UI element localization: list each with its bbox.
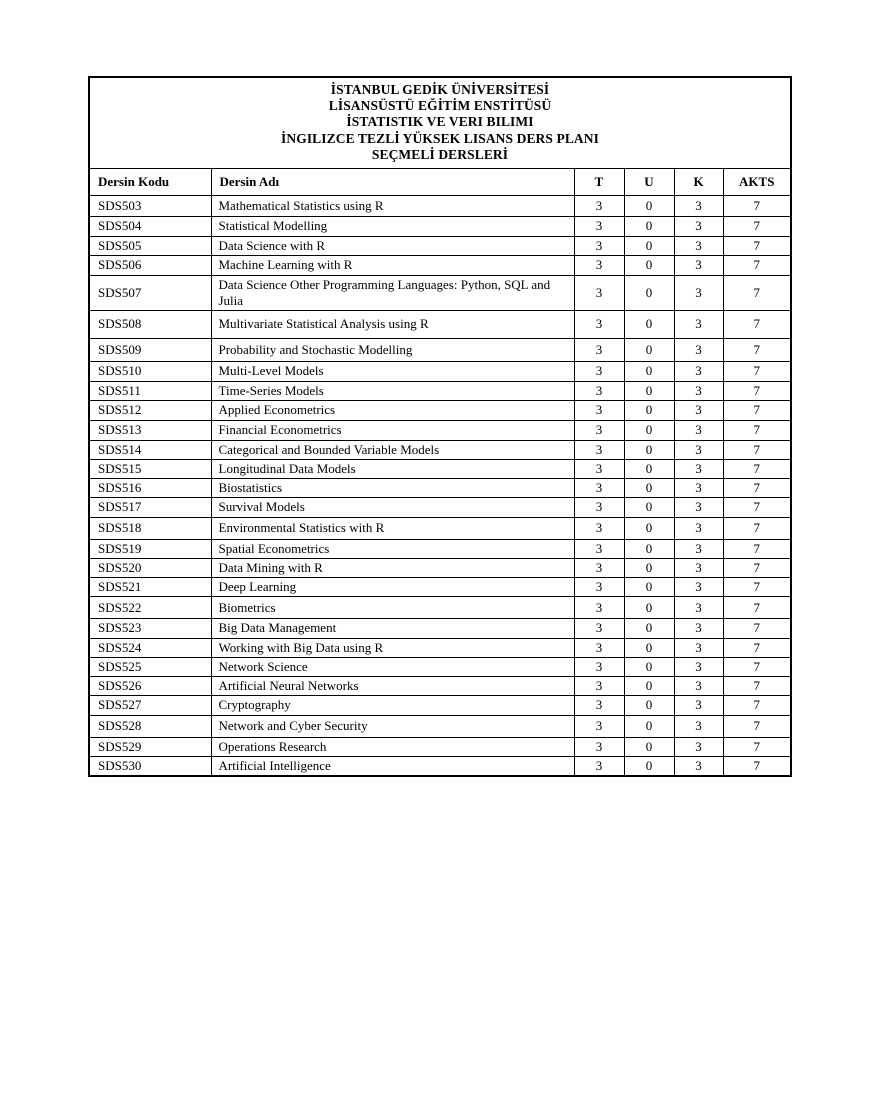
course-code-cell: SDS522 [89,597,211,619]
course-k-cell: 3 [674,479,723,498]
course-u-cell: 0 [624,237,674,256]
course-u-cell: 0 [624,715,674,737]
course-u-cell: 0 [624,311,674,339]
course-akts-cell: 7 [723,498,791,517]
course-k-cell: 3 [674,237,723,256]
course-k-cell: 3 [674,382,723,401]
title-line-section: SEÇMELİ DERSLERİ [371,146,509,162]
course-u-cell: 0 [624,420,674,440]
course-name-cell: Big Data Management [211,619,574,638]
course-row [89,401,791,420]
course-row [89,275,791,311]
course-t-cell: 3 [574,459,624,478]
course-code-cell: SDS509 [89,339,211,362]
course-t-cell: 3 [574,420,624,440]
course-u-cell: 0 [624,401,674,420]
course-t-cell: 3 [574,362,624,382]
column-header-u: U [624,169,674,196]
course-akts-cell: 7 [723,217,791,237]
course-name-cell: Operations Research [211,737,574,756]
course-t-cell: 3 [574,657,624,676]
course-row [89,498,791,517]
course-akts-cell: 7 [723,539,791,558]
course-row [89,479,791,498]
course-name-cell: Cryptography [211,696,574,715]
course-t-cell: 3 [574,597,624,619]
course-name-cell: Survival Models [211,498,574,517]
course-t-cell: 3 [574,517,624,539]
course-t-cell: 3 [574,339,624,362]
course-u-cell: 0 [624,657,674,676]
course-t-cell: 3 [574,756,624,776]
course-row [89,362,791,382]
course-row [89,459,791,478]
course-name-cell: Multivariate Statistical Analysis using R [211,311,574,339]
course-u-cell: 0 [624,737,674,756]
course-t-cell: 3 [574,638,624,657]
course-code-cell: SDS503 [89,196,211,217]
course-t-cell: 3 [574,311,624,339]
course-akts-cell: 7 [723,401,791,420]
course-k-cell: 3 [674,696,723,715]
course-name-cell: Categorical and Bounded Variable Models [211,440,574,459]
course-code-cell: SDS525 [89,657,211,676]
course-t-cell: 3 [574,237,624,256]
course-name-cell: Artificial Intelligence [211,756,574,776]
course-name-cell: Statistical Modelling [211,217,574,237]
course-name-cell: Data Mining with R [211,558,574,577]
course-row [89,311,791,339]
course-k-cell: 3 [674,256,723,275]
course-u-cell: 0 [624,275,674,311]
course-code-cell: SDS528 [89,715,211,737]
course-code-cell: SDS517 [89,498,211,517]
course-k-cell: 3 [674,311,723,339]
course-k-cell: 3 [674,196,723,217]
course-u-cell: 0 [624,217,674,237]
course-code-cell: SDS527 [89,696,211,715]
course-row [89,217,791,237]
course-akts-cell: 7 [723,638,791,657]
course-akts-cell: 7 [723,737,791,756]
course-akts-cell: 7 [723,756,791,776]
course-row [89,638,791,657]
course-plan-table [88,76,792,777]
course-k-cell: 3 [674,597,723,619]
course-t-cell: 3 [574,498,624,517]
course-code-cell: SDS508 [89,311,211,339]
course-akts-cell: 7 [723,578,791,597]
course-k-cell: 3 [674,420,723,440]
course-t-cell: 3 [574,737,624,756]
course-code-cell: SDS505 [89,237,211,256]
course-t-cell: 3 [574,275,624,311]
course-k-cell: 3 [674,275,723,311]
course-k-cell: 3 [674,558,723,577]
course-k-cell: 3 [674,401,723,420]
course-row [89,737,791,756]
course-akts-cell: 7 [723,715,791,737]
course-u-cell: 0 [624,440,674,459]
course-u-cell: 0 [624,756,674,776]
course-name-cell: Mathematical Statistics using R [211,196,574,217]
course-code-cell: SDS516 [89,479,211,498]
course-code-cell: SDS512 [89,401,211,420]
column-header-t: T [574,169,624,196]
course-row [89,339,791,362]
course-code-cell: SDS520 [89,558,211,577]
course-t-cell: 3 [574,440,624,459]
course-code-cell: SDS506 [89,256,211,275]
course-k-cell: 3 [674,657,723,676]
course-code-cell: SDS526 [89,677,211,696]
course-row [89,517,791,539]
course-name-cell: Network and Cyber Security [211,715,574,737]
course-code-cell: SDS507 [89,275,211,311]
course-t-cell: 3 [574,479,624,498]
course-u-cell: 0 [624,382,674,401]
course-akts-cell: 7 [723,339,791,362]
course-row [89,558,791,577]
course-name-cell: Spatial Econometrics [211,539,574,558]
course-akts-cell: 7 [723,677,791,696]
column-header-row [89,169,791,196]
course-code-cell: SDS504 [89,217,211,237]
course-row [89,715,791,737]
course-akts-cell: 7 [723,696,791,715]
course-u-cell: 0 [624,479,674,498]
course-k-cell: 3 [674,578,723,597]
course-row [89,696,791,715]
course-k-cell: 3 [674,362,723,382]
course-k-cell: 3 [674,737,723,756]
course-code-cell: SDS514 [89,440,211,459]
course-t-cell: 3 [574,196,624,217]
column-header-name: Dersin Adı [211,169,574,196]
course-row [89,657,791,676]
course-akts-cell: 7 [723,420,791,440]
course-akts-cell: 7 [723,256,791,275]
course-code-cell: SDS529 [89,737,211,756]
course-row [89,597,791,619]
course-u-cell: 0 [624,196,674,217]
course-row [89,256,791,275]
course-name-cell: Environmental Statistics with R [211,517,574,539]
course-name-cell: Time-Series Models [211,382,574,401]
course-u-cell: 0 [624,362,674,382]
course-name-cell: Data Science with R [211,237,574,256]
course-akts-cell: 7 [723,275,791,311]
course-code-cell: SDS515 [89,459,211,478]
course-row [89,196,791,217]
course-code-cell: SDS513 [89,420,211,440]
course-u-cell: 0 [624,256,674,275]
course-u-cell: 0 [624,696,674,715]
course-code-cell: SDS524 [89,638,211,657]
course-code-cell: SDS511 [89,382,211,401]
course-k-cell: 3 [674,440,723,459]
course-t-cell: 3 [574,256,624,275]
course-name-cell: Probability and Stochastic Modelling [211,339,574,362]
column-header-akts: AKTS [723,169,791,196]
course-code-cell: SDS521 [89,578,211,597]
course-name-cell: Data Science Other Programming Languages: Python, SQL and Julia [211,275,574,311]
course-t-cell: 3 [574,578,624,597]
course-t-cell: 3 [574,382,624,401]
course-k-cell: 3 [674,715,723,737]
title-line-program: İNGILIZCE TEZLİ YÜKSEK LISANS DERS PLANI [281,130,599,146]
course-name-cell: Deep Learning [211,578,574,597]
course-row [89,237,791,256]
course-row [89,619,791,638]
course-akts-cell: 7 [723,440,791,459]
course-u-cell: 0 [624,517,674,539]
course-row [89,440,791,459]
title-line-department: İSTATISTIK VE VERI BILIMI [346,114,534,130]
course-row [89,756,791,776]
course-row [89,382,791,401]
course-k-cell: 3 [674,517,723,539]
course-k-cell: 3 [674,756,723,776]
course-name-cell: Longitudinal Data Models [211,459,574,478]
course-code-cell: SDS530 [89,756,211,776]
course-name-cell: Biometrics [211,597,574,619]
course-name-cell: Biostatistics [211,479,574,498]
course-t-cell: 3 [574,619,624,638]
course-akts-cell: 7 [723,459,791,478]
course-code-cell: SDS518 [89,517,211,539]
column-header-code: Dersin Kodu [89,169,211,196]
course-k-cell: 3 [674,677,723,696]
course-akts-cell: 7 [723,517,791,539]
course-u-cell: 0 [624,459,674,478]
course-name-cell: Multi-Level Models [211,362,574,382]
course-row [89,677,791,696]
course-t-cell: 3 [574,401,624,420]
course-u-cell: 0 [624,578,674,597]
course-code-cell: SDS523 [89,619,211,638]
course-u-cell: 0 [624,498,674,517]
document-title-block [89,77,791,169]
course-u-cell: 0 [624,619,674,638]
course-u-cell: 0 [624,677,674,696]
course-akts-cell: 7 [723,619,791,638]
column-header-k: K [674,169,723,196]
course-k-cell: 3 [674,339,723,362]
course-t-cell: 3 [574,558,624,577]
course-code-cell: SDS510 [89,362,211,382]
course-akts-cell: 7 [723,558,791,577]
course-t-cell: 3 [574,539,624,558]
title-line-institute: LİSANSÜSTÜ EĞİTİM ENSTİTÜSÜ [328,98,552,114]
course-t-cell: 3 [574,696,624,715]
course-t-cell: 3 [574,217,624,237]
course-akts-cell: 7 [723,597,791,619]
course-row [89,578,791,597]
course-name-cell: Applied Econometrics [211,401,574,420]
course-name-cell: Working with Big Data using R [211,638,574,657]
course-name-cell: Network Science [211,657,574,676]
course-akts-cell: 7 [723,311,791,339]
course-akts-cell: 7 [723,657,791,676]
course-row [89,539,791,558]
title-row [89,77,791,169]
course-name-cell: Artificial Neural Networks [211,677,574,696]
course-k-cell: 3 [674,459,723,478]
course-u-cell: 0 [624,638,674,657]
course-u-cell: 0 [624,558,674,577]
course-k-cell: 3 [674,217,723,237]
course-code-cell: SDS519 [89,539,211,558]
title-line-university: İSTANBUL GEDİK ÜNİVERSİTESİ [330,82,550,97]
course-akts-cell: 7 [723,382,791,401]
course-name-cell: Financial Econometrics [211,420,574,440]
course-akts-cell: 7 [723,237,791,256]
course-akts-cell: 7 [723,479,791,498]
course-t-cell: 3 [574,715,624,737]
course-row [89,420,791,440]
course-k-cell: 3 [674,619,723,638]
course-u-cell: 0 [624,339,674,362]
course-t-cell: 3 [574,677,624,696]
course-u-cell: 0 [624,539,674,558]
course-name-cell: Machine Learning with R [211,256,574,275]
course-k-cell: 3 [674,638,723,657]
course-u-cell: 0 [624,597,674,619]
course-akts-cell: 7 [723,196,791,217]
course-k-cell: 3 [674,498,723,517]
course-akts-cell: 7 [723,362,791,382]
course-k-cell: 3 [674,539,723,558]
